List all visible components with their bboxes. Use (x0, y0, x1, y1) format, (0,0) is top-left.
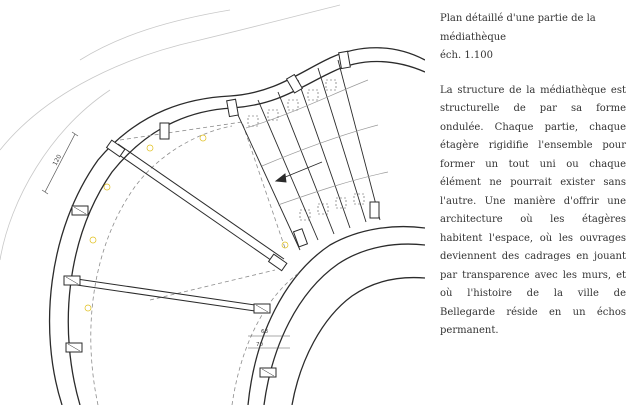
dimension-120 (42, 132, 78, 194)
plan-title: Plan détaillé d'une partie de la médiathèque (440, 13, 596, 43)
beams (70, 144, 284, 312)
plan-description: La structure de la médiathèque est structurelle de par sa forme ondulée. Chaque partie, chaque étagère rigidifie l'ensemble pour former un tout uni ou chaque élément ne pourrait exister sans l'autre. Une manière d'offrir une architecture où les étagères habitent l'espace, où les ouvrages deviennent des cadrages en jouant par transparence avec les murs, et où l'histoire de la ville de Bellegarde réside en un échos permanent. (440, 84, 626, 336)
inner-wall (248, 227, 425, 405)
dimension-label-120: 120 (51, 153, 64, 167)
direction-arrow (276, 162, 322, 182)
dimension-label-70: 70 (256, 342, 263, 348)
columns (64, 51, 379, 377)
radial-shelves (232, 60, 380, 250)
dimension-label-68: 68 (261, 329, 268, 335)
column-hatch (66, 207, 274, 376)
plan-scale: éch. 1.100 (440, 50, 493, 61)
dimension-68-70 (248, 336, 290, 348)
dashed-guides (91, 122, 300, 405)
shelf-boxes (248, 80, 364, 220)
caption-panel (440, 10, 626, 341)
shelf-ties (246, 80, 388, 205)
